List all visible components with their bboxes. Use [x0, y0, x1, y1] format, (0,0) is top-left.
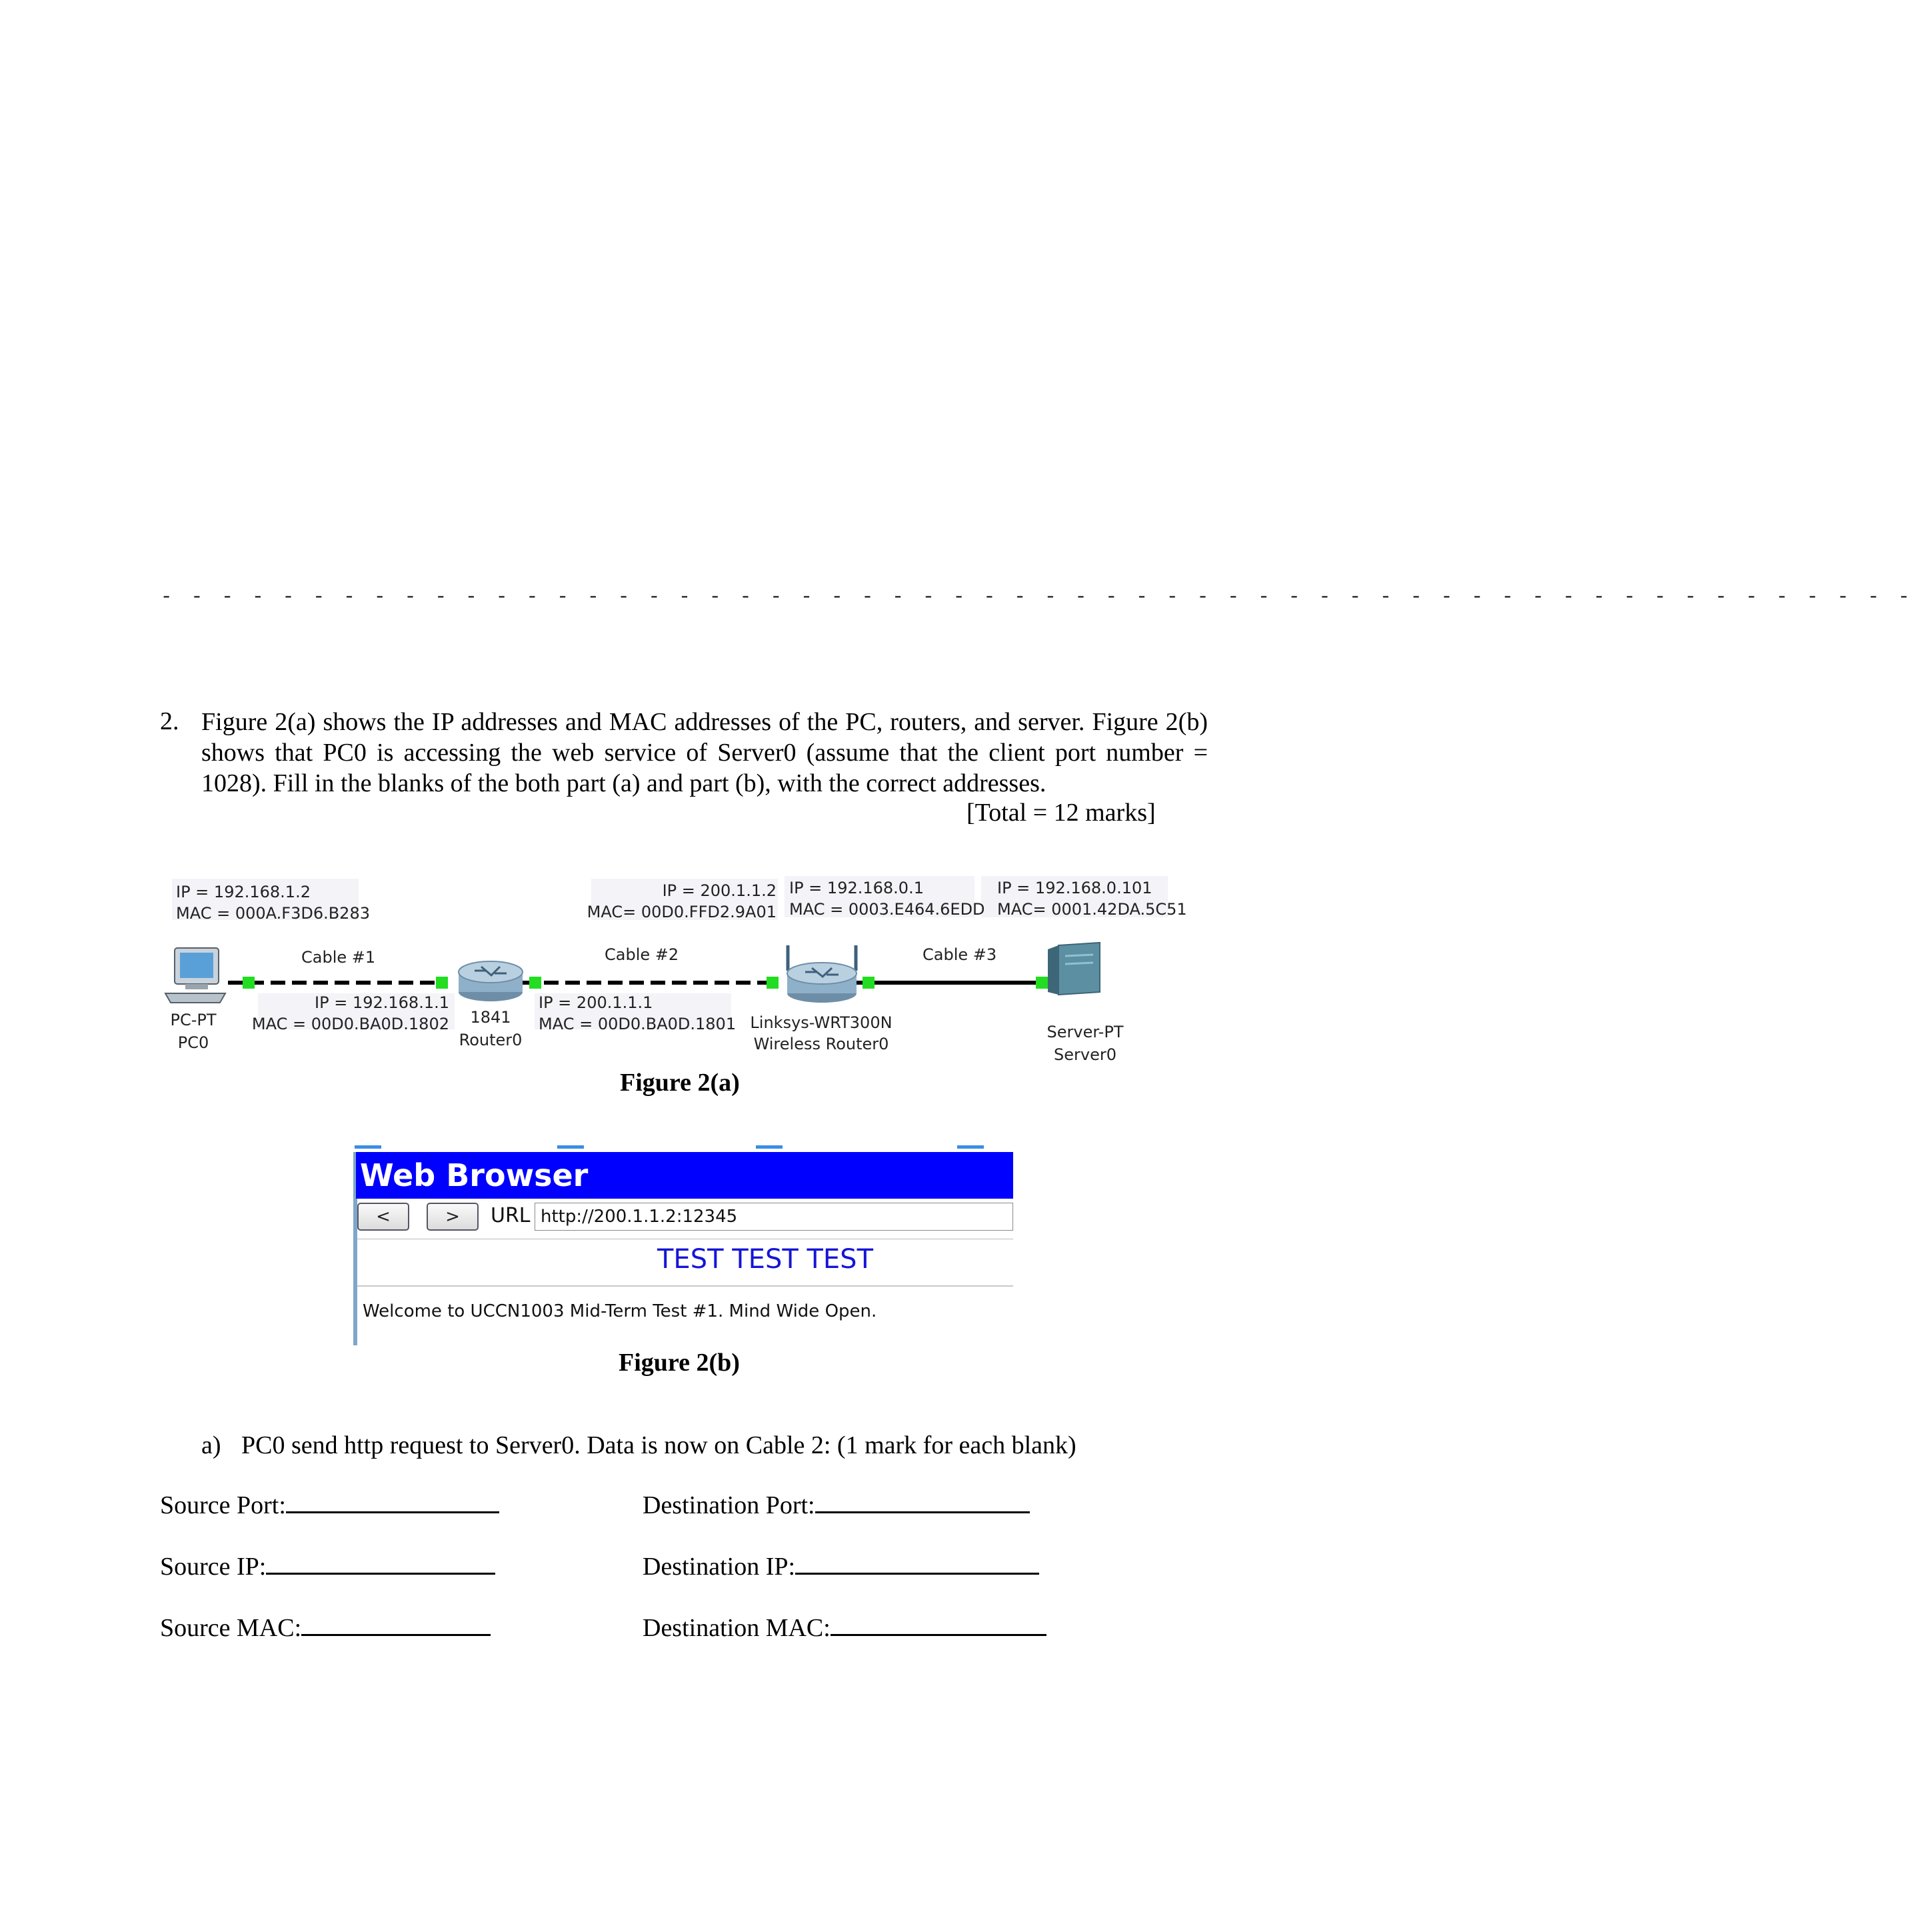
tab-marker	[355, 1145, 381, 1149]
source-mac-field	[160, 1613, 491, 1643]
wireless-router-name: Wireless Router0	[753, 1035, 889, 1053]
pc-icon	[165, 948, 225, 1003]
browser-content	[357, 1239, 1013, 1345]
wireless-right-mac: MAC = 0003.E464.6EDD	[789, 900, 985, 919]
wireless-left-mac: MAC= 00D0.FFD2.9A01	[587, 903, 777, 921]
cable-1-label: Cable #1	[301, 948, 376, 967]
url-input[interactable]: http://200.1.1.2:12345	[535, 1203, 1013, 1231]
source-port-field	[160, 1491, 499, 1520]
server-mac: MAC= 0001.42DA.5C51	[997, 900, 1187, 919]
destination-ip-label: Destination IP:	[643, 1553, 796, 1581]
question-text: Figure 2(a) shows the IP addresses and MAC addresses of the PC, routers, and server. Figure 2(b) shows that PC0 is accessing the web service of Server0 (assume that the client port number = 1028). Fill in the blanks of the both part (a) and part (b), with the correct addresses.	[201, 708, 1208, 797]
pc-mac: MAC = 000A.F3D6.B283	[176, 904, 370, 923]
server-name: Server0	[1054, 1045, 1116, 1064]
wireless-left-ip: IP = 200.1.1.2	[662, 881, 777, 900]
figure-2b-caption: Figure 2(b)	[619, 1349, 740, 1377]
router0-left-mac: MAC = 00D0.BA0D.1802	[251, 1015, 449, 1033]
divider	[357, 1285, 1013, 1287]
page-heading: TEST TEST TEST	[657, 1244, 874, 1275]
router0-left-ip: IP = 192.168.1.1	[315, 993, 449, 1012]
router0-name: Router0	[459, 1031, 523, 1049]
source-mac-label: Source MAC:	[160, 1614, 302, 1642]
welcome-text: Welcome to UCCN1003 Mid-Term Test #1. Mind Wide Open.	[363, 1301, 877, 1321]
destination-port-blank[interactable]	[815, 1491, 1030, 1513]
browser-tab-strip	[353, 1145, 1013, 1152]
pc-type: PC-PT	[170, 1011, 217, 1029]
pc-ip: IP = 192.168.1.2	[176, 883, 311, 901]
router-icon	[459, 961, 523, 1001]
destination-port-label: Destination Port:	[643, 1491, 815, 1519]
router0-right-ip: IP = 200.1.1.1	[539, 993, 653, 1012]
link-dot	[767, 977, 779, 989]
link-dot	[436, 977, 448, 989]
link-dot	[529, 977, 541, 989]
tab-marker	[957, 1145, 984, 1149]
destination-ip-field	[643, 1552, 1039, 1581]
destination-mac-blank[interactable]	[831, 1614, 1046, 1636]
link-dot	[243, 977, 255, 989]
source-ip-label: Source IP:	[160, 1553, 267, 1581]
part-a-label: a)	[201, 1431, 221, 1459]
server-icon	[1048, 943, 1100, 995]
cable-3-label: Cable #3	[923, 945, 997, 964]
figure-2a-caption: Figure 2(a)	[620, 1069, 740, 1097]
destination-mac-field	[643, 1613, 1046, 1643]
source-port-blank[interactable]	[286, 1491, 499, 1513]
source-ip-field	[160, 1552, 495, 1581]
pc-name: PC0	[177, 1033, 209, 1052]
source-ip-blank[interactable]	[266, 1553, 495, 1575]
question-total-marks: [Total = 12 marks]	[966, 799, 1156, 827]
section-separator: - - - - - - - - - - - - - - - - - - - - - - - - - - - - - - - - - - - - - - - - - - - - - - - - - - - - - - - - - -	[160, 583, 1913, 608]
source-mac-blank[interactable]	[301, 1614, 491, 1636]
browser-title-bar: Web Browser	[356, 1152, 1013, 1199]
destination-port-field	[643, 1491, 1030, 1520]
tab-marker	[756, 1145, 783, 1149]
link-dot	[1036, 977, 1048, 989]
question-number: 2.	[160, 707, 179, 735]
source-port-label: Source Port:	[160, 1491, 286, 1519]
server-type: Server-PT	[1046, 1023, 1124, 1041]
forward-button[interactable]: >	[427, 1203, 479, 1231]
router0-right-mac: MAC = 00D0.BA0D.1801	[539, 1015, 737, 1033]
cable-2-label: Cable #2	[605, 945, 679, 964]
browser-toolbar	[357, 1200, 1013, 1233]
wireless-right-ip: IP = 192.168.0.1	[789, 879, 924, 897]
destination-ip-blank[interactable]	[795, 1553, 1039, 1575]
back-button[interactable]: <	[357, 1203, 409, 1231]
url-label: URL	[491, 1204, 531, 1227]
part-a-text: PC0 send http request to Server0. Data is now on Cable 2: (1 mark for each blank)	[241, 1431, 1076, 1459]
destination-mac-label: Destination MAC:	[643, 1614, 831, 1642]
tab-marker	[557, 1145, 584, 1149]
link-dot	[863, 977, 875, 989]
server-ip: IP = 192.168.0.101	[997, 879, 1152, 897]
network-diagram	[161, 873, 1208, 1073]
router0-model: 1841	[470, 1008, 511, 1027]
wireless-router-model: Linksys-WRT300N	[750, 1013, 893, 1032]
web-browser-window	[353, 1145, 1013, 1345]
